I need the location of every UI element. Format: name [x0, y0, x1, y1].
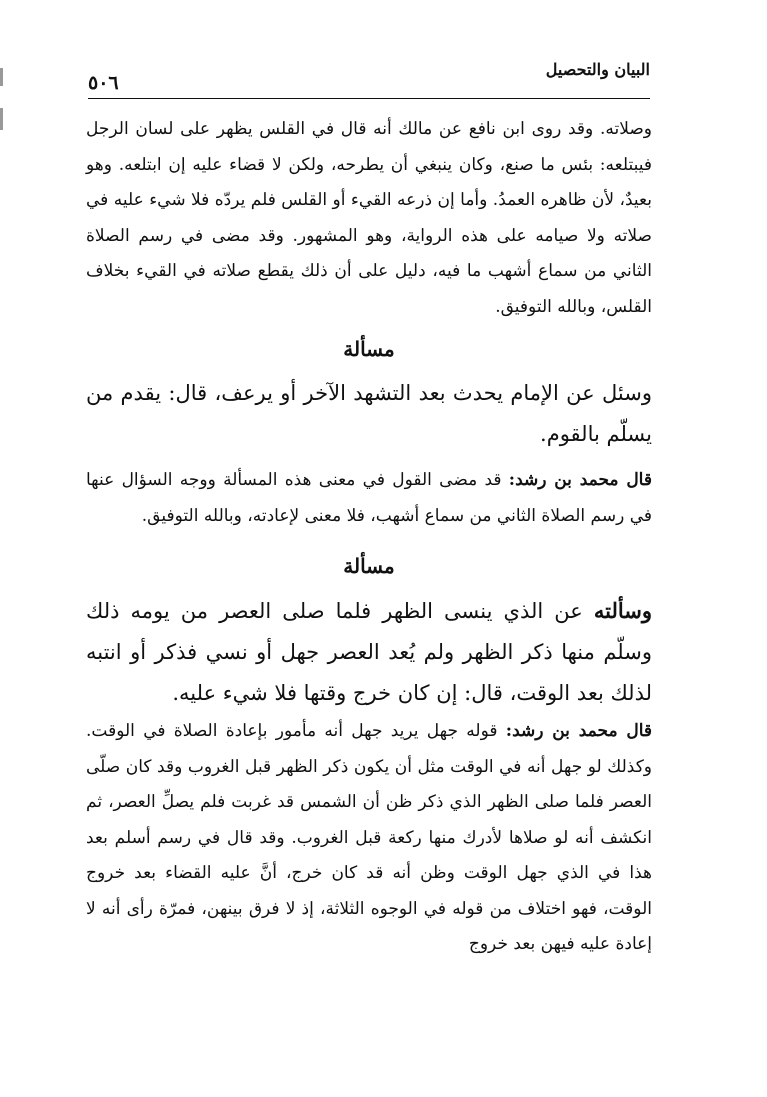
page-body — [86, 112, 652, 963]
header-rule — [88, 98, 650, 99]
answer-lead: قال محمد بن رشد: — [505, 721, 652, 741]
section-title: مسألة — [343, 554, 395, 578]
answer-text: قوله جهل يريد جهل أنه مأمور بإعادة الصلاة في الوقت. وكذلك لو جهل أنه في الوقت مثل أن يكون ذكر الظهر قبل الغروب وقد كان صلّى العصر فلما صلى الظهر الذي ذكر ظن أن الشمس قد غربت فلم يصلِّ العصر، ثم انكشف أنه لو صلاها لأدرك منها ركعة قبل الغروب. وقد قال في رسم أسلم بعد هذا في الذي جهل الوقت وظن أنه قد كان خرج، أنَّ عليه القضاء بعد خروج الوقت، فهو اختلاف من قوله في الوجوه الثلاثة، إذ لا فرق بينهن، فمرّة رأى أنه لا إعادة عليه فيهن بعد خروج — [86, 721, 652, 954]
section-title: مسألة — [343, 337, 395, 361]
paragraph-question — [86, 590, 652, 714]
scan-edge-mark — [0, 68, 3, 86]
paragraph-commentary: وصلاته. وقد روى ابن نافع عن مالك أنه قال في القلس يظهر على لسان الرجل فيبتلعه: بئس ما صنع، وكان ينبغي أن يطرحه، ولكن لا قضاء عليه إن ابتلعه. وهو بعيدٌ، لأن ظاهره العمدُ. وأما إن ذرعه القيء أو القلس فلم يردّه فلا شيء عليه في صلاته ولا صيامه على هذه الرواية، وهو المشهور. وقد مضى في رسم الصلاة الثاني من سماع أشهب ما فيه، دليل على أن ذلك يقطع صلاته في القيء بخلاف القلس، وبالله التوفيق. — [86, 119, 652, 317]
page-number: ٥٠٦ — [88, 72, 119, 94]
paragraph-answer — [86, 463, 652, 534]
paragraph-question: وسئل عن الإمام يحدث بعد التشهد الآخر أو يرعف، قال: يقدم من يسلّم بالقوم. — [86, 381, 652, 446]
answer-lead: قال محمد بن رشد: — [508, 470, 652, 490]
running-head: البيان والتحصيل — [545, 60, 650, 79]
paragraph-answer — [86, 714, 652, 963]
question-text: عن الذي ينسى الظهر فلما صلى العصر من يومه ذلك وسلّم منها ذكر الظهر ولم يُعد العصر جهل أو نسي فذكر أو انتبه لذلك بعد الوقت، قال: إن كان خرج وقتها فلا شيء عليه. — [86, 599, 652, 705]
scan-edge-mark — [0, 108, 3, 130]
page-header — [88, 58, 650, 108]
answer-text: قد مضى القول في معنى هذه المسألة ووجه السؤال عنها في رسم الصلاة الثاني من سماع أشهب، فلا معنى لإعادته، وبالله التوفيق. — [86, 470, 652, 526]
question-lead: وسألته — [593, 598, 652, 623]
